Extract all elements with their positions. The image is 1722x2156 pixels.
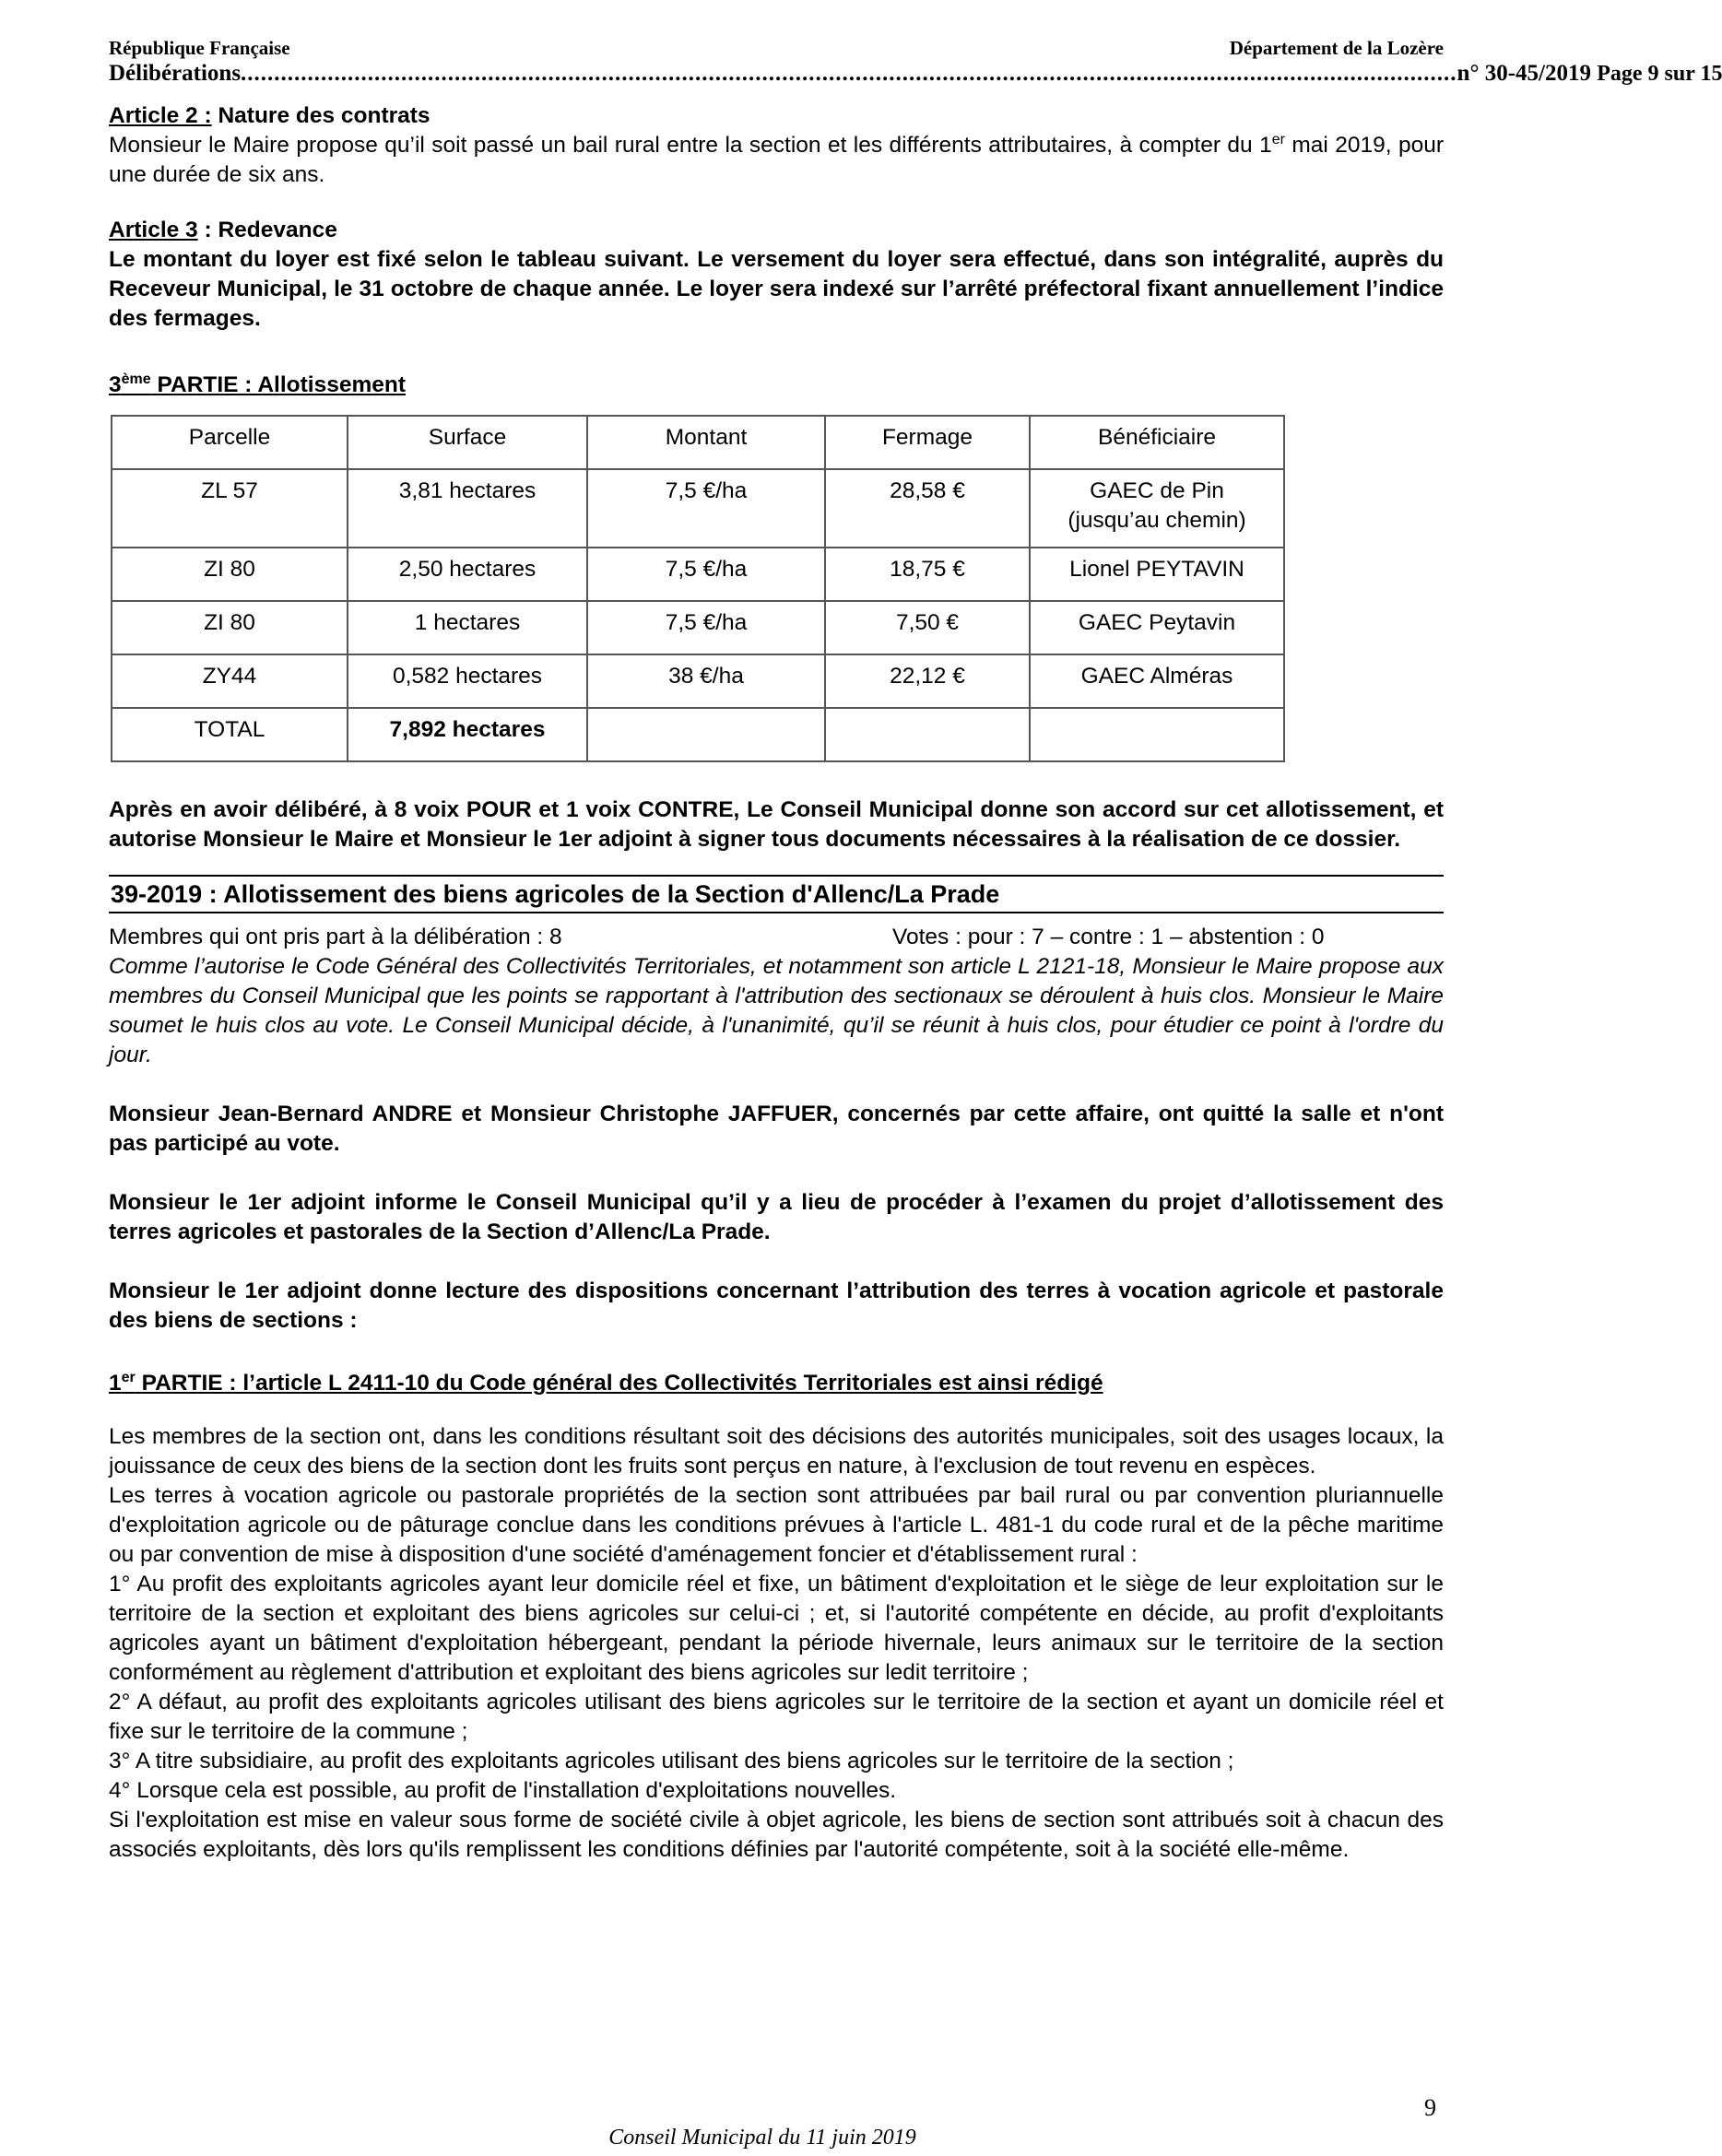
table-header-cell: Parcelle [112,416,348,469]
table-cell: 0,582 hectares [348,654,587,708]
header-deliberations-line [109,61,1722,94]
table-cell: GAEC Peytavin [1030,601,1284,654]
table-cell: 7,5 €/ha [587,548,825,601]
part1-sup: er [121,1369,136,1385]
table-row [112,548,1284,601]
votes-summary: Votes : pour : 7 – contre : 1 – abstention : 0 [892,925,1325,949]
part3-num: 3 [109,372,122,397]
part1-title-text: PARTIE : l’article L 2411-10 du Code général des Collectivités Territoriales est ainsi rédigé [135,1371,1103,1396]
article3-title-rest: : Redevance [197,218,337,242]
table-header-cell: Fermage [825,416,1030,469]
table-cell: GAEC de Pin (jusqu’au chemin) [1030,469,1284,548]
law-paragraph: 2° A défaut, au profit des exploitants agricoles utilisant des biens agricoles sur le territoire de la section et ayant un domicile réel et fixe sur le territoire de la commune ; [109,1690,1444,1744]
article2-title [109,101,1444,131]
header-deliberations-label: Délibérations [109,61,242,86]
votes-row [109,923,1444,952]
article2-text [109,131,1444,190]
header-republique: République Française [109,37,290,59]
page-number: 9 [1424,2094,1436,2121]
article3-text: Le montant du loyer est fixé selon le tableau suivant. Le versement du loyer sera effectué, dans son intégralité, auprès du Receveur Municipal, le 31 octobre de chaque année. Le loyer sera indexé sur l’arrêté préfectoral fixant annuellement l’indice des fermages. [109,247,1444,331]
adjoint-informe-paragraph: Monsieur le 1er adjoint informe le Conseil Municipal qu’il y a lieu de procéder à l’examen du projet d’allotissement des terres agricoles et pastorales de la Section d’Allenc/La Prade. [109,1190,1444,1244]
table-header-cell: Montant [587,416,825,469]
table-cell: 18,75 € [825,548,1030,601]
table-cell: ZI 80 [112,548,348,601]
table-cell: 22,12 € [825,654,1030,708]
header-top [109,33,1444,61]
article2-text-b: mai 2019, pour une durée de six ans. [109,133,1444,187]
table-row [112,601,1284,654]
table-total-row [112,708,1284,761]
adjoint-lecture-paragraph: Monsieur le 1er adjoint donne lecture des dispositions concernant l’attribution des terres à vocation agricole et pastorale des biens de sections : [109,1278,1444,1333]
header-dots: ...................................................................................................................................................................................... [241,61,1457,86]
table-cell: 1 hectares [348,601,587,654]
article2-text-a: Monsieur le Maire propose qu’il soit passé un bail rural entre la section et les différents attributaires, à compter du 1 [109,133,1272,158]
header-page-of: Page 9 sur 15 [1597,62,1722,86]
table-cell: 7,5 €/ha [587,601,825,654]
table-cell: GAEC Alméras [1030,654,1284,708]
part1-num: 1 [109,1371,122,1396]
article3-title [109,216,1444,245]
table-row [112,469,1284,548]
table-cell: ZL 57 [112,469,348,548]
table-cell [1030,708,1284,761]
table-header-cell: Bénéficiaire [1030,416,1284,469]
table-cell: ZI 80 [112,601,348,654]
header-ref-number: n° 30-45/2019 [1457,61,1591,86]
allotissement-table [111,415,1285,762]
header-departement: Département de la Lozère [1229,37,1444,59]
law-paragraph: Les terres à vocation agricole ou pastorale propriétés de la section sont attribuées par bail rural ou par convention pluriannuelle d'exploitation agricole ou de pâturage conclue dans les conditions prévues à l'article L. 481-1 du code rural et de la pêche maritime ou par convention de mise à disposition d'une société d'aménagement foncier et d'établissement rural : [109,1483,1444,1567]
table-cell: Lionel PEYTAVIN [1030,548,1284,601]
law-paragraph: 1° Au profit des exploitants agricoles ayant leur domicile réel et fixe, un bâtiment d'exploitation et le siège de leur exploitation sur le territoire de la section et exploitant des biens agricoles sur celui-ci ; et, si l'autorité compétente en décide, au profit d'exploitants agricoles ayant un bâtiment d'exploitation hébergeant, pendant la période hivernale, leurs animaux sur le territoire de la section conformément au règlement d'attribution et exploitant des biens agricoles sur ledit territoire ; [109,1572,1444,1685]
part3-title [109,371,1444,400]
article3-title-label: Article 3 [109,218,198,242]
table-cell: 3,81 hectares [348,469,587,548]
table-cell [587,708,825,761]
table-header-row [112,416,1284,469]
table-cell: 7,5 €/ha [587,469,825,548]
table-cell: 7,50 € [825,601,1030,654]
article2-sup: er [1271,131,1285,147]
part1-title [109,1369,1444,1398]
andre-jaffuer-paragraph: Monsieur Jean-Bernard ANDRE et Monsieur Christophe JAFFUER, concernés par cette affaire, ont quitté la salle et n'ont pas participé au vote. [109,1102,1444,1156]
table-row [112,654,1284,708]
table-total-surface: 7,892 hectares [348,708,587,761]
table-cell: 2,50 hectares [348,548,587,601]
article2-title-label: Article 2 : [109,103,212,128]
document-page [109,33,1722,1865]
huis-clos-paragraph: Comme l’autorise le Code Général des Collectivités Territoriales, et notamment son article L 2121-18, Monsieur le Maire propose aux membres du Conseil Municipal que les points se rapportant à l'attribution des sectionaux se déroulent à huis clos. Monsieur le Maire soumet le huis clos au vote. Le Conseil Municipal décide, à l'unanimité, qu’il se réunit à huis clos, pour étudier ce point à l'ordre du jour. [109,954,1444,1067]
header-reference [1457,61,1722,87]
law-paragraph: 3° A titre subsidiaire, au profit des exploitants agricoles utilisant des biens agricoles sur le territoire de la section ; [109,1749,1234,1773]
table-cell: TOTAL [112,708,348,761]
part3-title-text: PARTIE : Allotissement [150,372,407,397]
table-header-cell: Surface [348,416,587,469]
decision-paragraph: Après en avoir délibéré, à 8 voix POUR et 1 voix CONTRE, Le Conseil Municipal donne son accord sur cet allotissement, et autorise Monsieur le Maire et Monsieur le 1er adjoint à signer tous documents nécessaires à la réalisation de ce dossier. [109,797,1444,852]
table-cell: 38 €/ha [587,654,825,708]
part3-sup: ème [121,371,151,387]
law-paragraph: 4° Lorsque cela est possible, au profit de l'installation d'exploitations nouvelles. [109,1778,897,1803]
table-cell: 28,58 € [825,469,1030,548]
law-paragraph: Si l'exploitation est mise en valeur sous forme de société civile à objet agricole, les biens de section sont attribués soit à chacun des associés exploitants, dès lors qu'ils remplissent les conditions définies par l'autorité compétente, soit à la société elle-même. [109,1808,1444,1862]
table-cell [825,708,1030,761]
article2-title-rest: Nature des contrats [211,103,430,128]
footer-caption: Conseil Municipal du 11 juin 2019 [608,2126,916,2150]
members-count: Membres qui ont pris part à la délibération : 8 [109,925,562,949]
law-paragraph: Les membres de la section ont, dans les conditions résultant soit des décisions des autorités municipales, soit des usages locaux, la jouissance de ceux des biens de la section dont les fruits sont perçus en nature, à l'exclusion de tout revenu en espèces. [109,1424,1444,1479]
section-39-title: 39-2019 : Allotissement des biens agricoles de la Section d'Allenc/La Prade [109,875,1444,913]
table-cell: ZY44 [112,654,348,708]
